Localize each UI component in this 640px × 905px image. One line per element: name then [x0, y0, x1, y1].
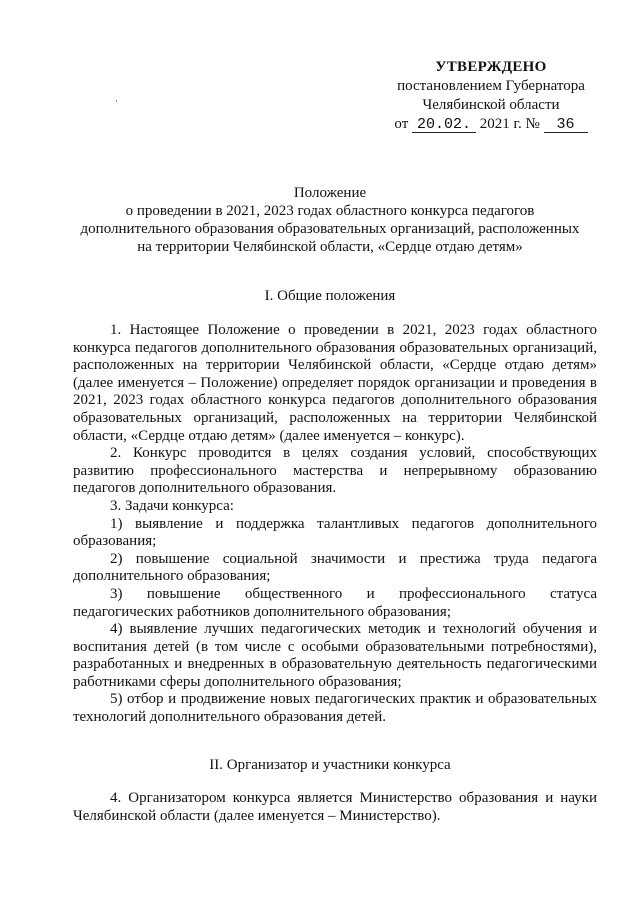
list-item: 4) выявление лучших педагогических методик и технологий обучения и воспитания детей (в том числе с особыми образовательными потребностями), разработанных и внедренных в образовательную деятельность педагогическими работниками сферы дополнительного образования; — [73, 621, 597, 690]
list-item: 2) повышение социальной значимости и престижа труда педагога дополнительного образования; — [73, 550, 597, 585]
date-prefix: от — [394, 116, 409, 132]
title-line-3: дополнительного образования образовательных организаций, расположенных — [80, 221, 580, 237]
section-2-body — [73, 790, 597, 825]
section-1-heading: I. Общие положения — [264, 288, 396, 304]
title-line-2: о проведении в 2021, 2023 годах областного конкурса педагогов — [125, 203, 535, 219]
approval-date-line — [391, 115, 591, 134]
paragraph: 2. Конкурс проводится в целях создания условий, способствующих развитию профессионального мастерства и непрерывному образованию педагогов дополнительного образования. — [73, 445, 597, 497]
approval-stamp — [391, 58, 591, 134]
list-item: 3) повышение общественного и профессионального статуса педагогических работников дополнительного образования; — [73, 585, 597, 620]
paragraph: 1. Настоящее Положение о проведении в 2021, 2023 годах областного конкурса педагогов дополнительного образования образовательных организаций, расположенных на территории Челябинской области, «Сердце отдаю детям» (далее именуется – Положение) определяет порядок организации и проведения в 2021, 2023 годах областного конкурса педагогов дополнительного образования образовательных организаций, расположенных на территории Челябинской области, «Сердце отдаю детям» (далее именуется – конкурс). — [73, 322, 597, 444]
scan-mark — [116, 100, 117, 102]
approval-heading: УТВЕРЖДЕНО — [435, 59, 547, 75]
document-title — [60, 184, 600, 256]
handwritten-number: 36 — [544, 117, 588, 133]
paragraph: 3. Задачи конкурса: — [110, 497, 234, 514]
paragraph: 4. Организатором конкурса является Министерство образования и науки Челябинской области (далее именуется – Министерство). — [73, 790, 597, 824]
handwritten-date: 20.02. — [412, 117, 476, 133]
approval-line-1: постановлением Губернатора — [397, 78, 585, 94]
section-1-body — [73, 322, 597, 727]
year-number-label: 2021 г. № — [479, 116, 540, 132]
title-line-4: на территории Челябинской области, «Сердце отдаю детям» — [137, 239, 523, 255]
section-2-heading: II. Организатор и участники конкурса — [209, 757, 451, 773]
list-item: 1) выявление и поддержка талантливых педагогов дополнительного образования; — [73, 515, 597, 550]
approval-line-2: Челябинской области — [422, 97, 560, 113]
list-item: 5) отбор и продвижение новых педагогических практик и образовательных технологий дополнительного образования детей. — [73, 691, 597, 726]
title-line-1: Положение — [293, 185, 367, 201]
